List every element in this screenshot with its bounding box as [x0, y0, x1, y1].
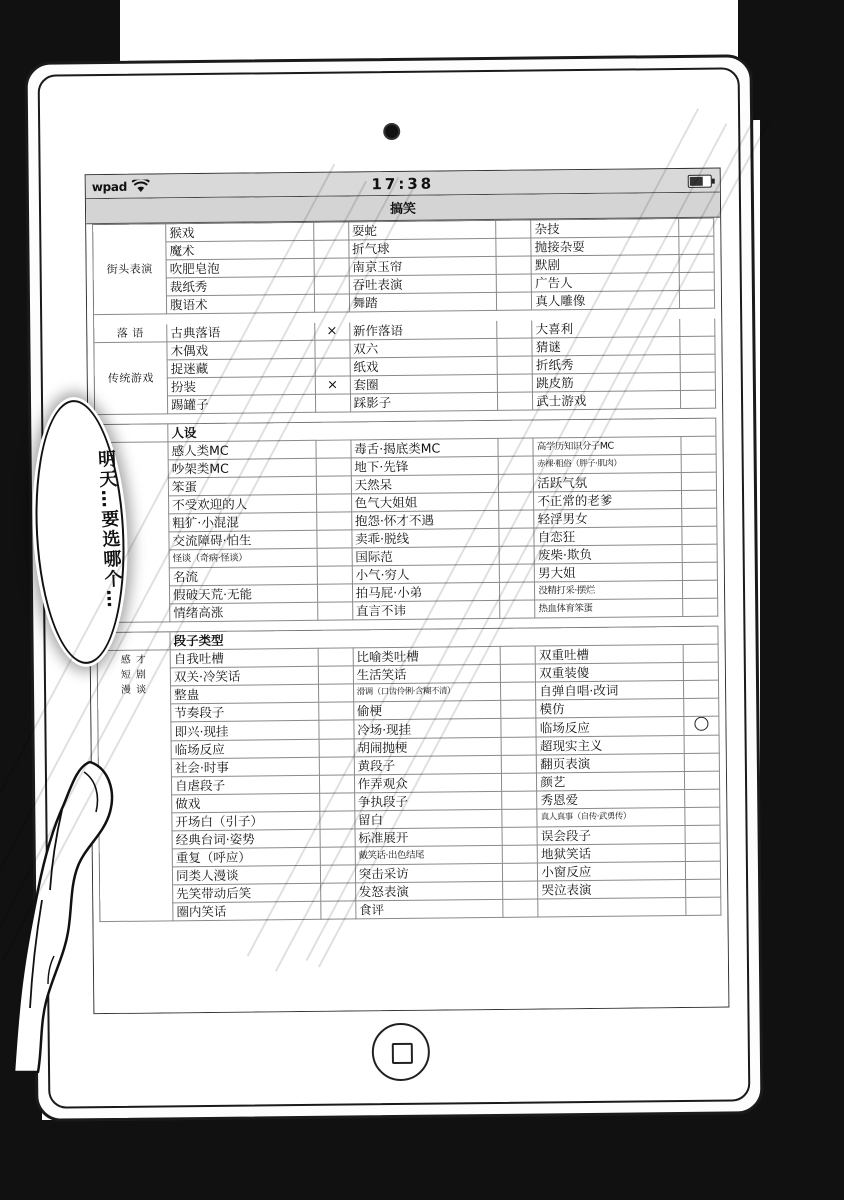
cell-item[interactable]: 先笑带动后笑 [173, 883, 321, 903]
cell-mark[interactable] [499, 546, 534, 564]
cell-item[interactable]: 自弹自唱·改词 [536, 680, 684, 700]
cell-mark[interactable] [680, 319, 715, 337]
cell-item[interactable]: 作弄观众 [354, 773, 502, 793]
cell-mark[interactable] [314, 258, 349, 276]
cell-item[interactable]: 节奏段子 [171, 702, 319, 722]
cell-item[interactable]: 超现实主义 [536, 735, 684, 755]
cell-item[interactable]: 滑调（口齿伶俐·含糊不清） [353, 682, 501, 702]
row-group-label: 传统游戏 [94, 342, 167, 415]
cell-item[interactable]: 扮装 [167, 376, 315, 396]
cell-mark[interactable] [685, 861, 720, 879]
cell-item[interactable]: 重复（呼应） [172, 847, 320, 867]
cell-item[interactable]: 怪谈（奇病·怪谈） [169, 548, 317, 568]
cell-item[interactable]: 热血体育笨蛋 [535, 598, 683, 618]
cell-item[interactable]: 自恋狂 [534, 526, 682, 546]
cell-item[interactable]: 纸戏 [350, 356, 498, 376]
cell-item[interactable]: 真人真事（自传·武勇传） [537, 807, 685, 827]
cell-item[interactable]: 情绪高涨 [170, 602, 318, 622]
hand-illustration [12, 750, 142, 1080]
cell-item[interactable]: 做戏 [172, 793, 320, 813]
cell-item[interactable]: 小窗反应 [538, 861, 686, 881]
cell-item[interactable]: 折气球 [349, 238, 497, 258]
cell-mark[interactable] [498, 374, 533, 392]
cell-mark[interactable] [501, 718, 536, 737]
cell-mark[interactable] [316, 440, 351, 458]
cell-mark[interactable] [317, 548, 352, 566]
cell-mark[interactable] [501, 737, 536, 755]
cell-item[interactable]: 戴笑话·出色结尾 [355, 845, 503, 865]
cell-item[interactable]: 自我吐槽 [170, 648, 318, 668]
cell-mark[interactable] [317, 602, 352, 620]
cell-item[interactable]: 偷梗 [353, 700, 501, 720]
tablet-screen[interactable] [85, 168, 730, 1015]
cell-item[interactable]: 大喜利 [532, 319, 680, 338]
table-persona [94, 418, 718, 624]
cell-mark[interactable] [685, 879, 720, 897]
cell-item[interactable]: 食评 [355, 899, 503, 919]
row-group-label: 落 语 [94, 324, 167, 342]
cell-mark[interactable] [498, 456, 533, 474]
cell-mark[interactable] [679, 219, 714, 237]
cell-mark[interactable] [683, 644, 718, 662]
cell-item[interactable]: 交流障碍·怕生 [169, 530, 317, 550]
row-group-label: 街头表演 [93, 224, 166, 314]
cell-mark[interactable] [684, 735, 719, 753]
cell-item[interactable]: 直言不讳 [352, 600, 500, 620]
cell-item[interactable]: 踢罐子 [168, 394, 316, 414]
cell-item[interactable]: 高学历知识分子MC [533, 436, 681, 456]
cell-mark[interactable] [682, 508, 717, 526]
cell-mark[interactable] [318, 684, 353, 702]
cell-mark[interactable] [500, 600, 535, 618]
cell-mark[interactable] [318, 666, 353, 684]
cell-item[interactable]: 折纸秀 [532, 354, 680, 374]
cell-item[interactable]: 木偶戏 [167, 340, 315, 360]
cell-item[interactable]: 猜谜 [532, 336, 680, 356]
cell-mark[interactable] [497, 356, 532, 374]
cell-mark[interactable] [316, 512, 351, 530]
cell-item[interactable]: 感人类MC [168, 440, 316, 460]
cell-mark[interactable] [501, 700, 536, 718]
home-button[interactable] [372, 1023, 431, 1082]
cell-item[interactable]: 不受欢迎的人 [169, 494, 317, 514]
cell-mark[interactable] [679, 272, 714, 290]
cell-mark[interactable] [496, 256, 531, 274]
cell-item[interactable]: 双关·冷笑话 [170, 666, 318, 686]
cell-item[interactable]: 吵架类MC [168, 458, 316, 478]
cell-mark[interactable] [318, 648, 353, 666]
cell-mark[interactable] [499, 474, 534, 492]
cell-mark[interactable] [499, 492, 534, 510]
cell-item[interactable]: 抱怨·怀才不遇 [351, 510, 499, 530]
cell-item[interactable]: 争执段子 [354, 791, 502, 811]
cell-item[interactable]: 广告人 [532, 272, 680, 292]
cell-item[interactable]: 开场白（引子） [172, 811, 320, 831]
cell-mark[interactable] [684, 771, 719, 789]
cell-item[interactable]: 套圈 [350, 374, 498, 394]
cell-mark[interactable] [319, 757, 354, 775]
cell-item[interactable]: 笨蛋 [168, 476, 316, 496]
page-title: 搞笑 [86, 193, 720, 225]
cell-mark[interactable] [682, 580, 717, 598]
cell-mark[interactable] [320, 829, 355, 847]
cell-mark[interactable] [497, 338, 532, 356]
cell-item[interactable]: 默剧 [531, 254, 679, 274]
cell-mark[interactable] [320, 883, 355, 901]
section-header-gag-types: 段子类型 [170, 627, 718, 650]
cell-mark[interactable] [319, 793, 354, 811]
cell-mark[interactable] [681, 472, 716, 490]
cell-mark[interactable] [501, 664, 536, 682]
cell-item[interactable]: 魔术 [166, 240, 314, 260]
cell-item[interactable]: 秀恩爱 [537, 789, 685, 809]
cell-item[interactable]: 临场反应 [171, 739, 319, 759]
cell-item[interactable]: 国际范 [352, 546, 500, 566]
cell-item[interactable]: 社会·时事 [171, 757, 319, 777]
battery-icon [688, 175, 712, 188]
speech-bubble-text: 明天…要选哪个… [94, 449, 125, 610]
cell-mark[interactable] [681, 490, 716, 508]
cell-mark[interactable] [680, 390, 715, 408]
cell-mark[interactable] [498, 438, 533, 456]
cell-item[interactable]: 废柴·欺负 [534, 544, 682, 564]
cell-mark[interactable] [316, 494, 351, 512]
cell-item[interactable]: 没精打采·摆烂 [535, 580, 683, 600]
cell-item[interactable]: 比喻类吐槽 [353, 646, 501, 666]
cell-item[interactable]: 误会段子 [537, 825, 685, 845]
cell-item[interactable]: 古典落语 [167, 323, 315, 342]
cell-mark[interactable] [315, 358, 350, 376]
cell-mark[interactable] [314, 294, 349, 312]
cell-mark[interactable] [319, 811, 354, 829]
cell-mark[interactable]: × [314, 322, 349, 340]
cell-item[interactable]: 轻浮男女 [534, 508, 682, 528]
cell-item[interactable]: 裁纸秀 [166, 276, 314, 296]
cell-item[interactable]: 卖乖·脱线 [352, 528, 500, 548]
cell-mark[interactable] [684, 698, 719, 716]
cell-item[interactable]: 翻页表演 [537, 753, 685, 773]
cell-mark[interactable] [313, 222, 348, 240]
cell-mark[interactable] [503, 899, 538, 917]
cell-mark[interactable] [497, 274, 532, 292]
cell-item[interactable]: 整蛊 [171, 684, 319, 704]
cell-mark[interactable] [685, 789, 720, 807]
cell-item[interactable]: 哭泣表演 [538, 879, 686, 899]
cell-mark[interactable] [679, 236, 714, 254]
cell-mark[interactable] [502, 827, 537, 845]
cell-mark[interactable] [320, 901, 355, 919]
cell-mark[interactable] [496, 238, 531, 256]
cell-item[interactable]: 同类人漫谈 [172, 865, 320, 885]
cell-mark[interactable] [314, 276, 349, 294]
section-header-persona: 人设 [168, 419, 716, 442]
cell-mark[interactable] [502, 809, 537, 827]
cell-item[interactable]: 抛接杂耍 [531, 236, 679, 256]
cell-item[interactable]: 武士游戏 [533, 390, 681, 410]
cell-item[interactable]: 吞吐表演 [349, 274, 497, 294]
cell-mark[interactable] [496, 221, 531, 239]
row-group-label-side: 感 才 短 剧 漫 谈 [98, 650, 173, 922]
cell-mark[interactable] [682, 544, 717, 562]
cell-mark[interactable] [316, 476, 351, 494]
cell-item[interactable]: 毒舌·揭底类MC [351, 438, 499, 458]
cell-item[interactable] [538, 897, 686, 917]
cell-item[interactable]: 活跃气氛 [534, 472, 682, 492]
cell-mark[interactable] [316, 458, 351, 476]
cell-mark[interactable] [502, 773, 537, 791]
cell-item[interactable]: 黄段子 [354, 755, 502, 775]
cell-mark[interactable] [679, 254, 714, 272]
cell-mark[interactable] [503, 863, 538, 881]
cell-mark[interactable] [685, 807, 720, 825]
cell-item[interactable]: 留白 [355, 809, 503, 829]
speech-bubble [29, 398, 131, 666]
cell-mark[interactable] [315, 340, 350, 358]
ink-area-right [760, 100, 844, 1200]
cell-item[interactable]: 耍蛇 [348, 221, 496, 240]
cell-mark[interactable] [320, 865, 355, 883]
cell-mark[interactable] [502, 791, 537, 809]
cell-mark[interactable] [681, 454, 716, 472]
cell-mark[interactable] [317, 584, 352, 602]
cell-item[interactable]: 男大姐 [535, 562, 683, 582]
cell-mark[interactable] [500, 646, 535, 664]
cell-mark[interactable] [320, 847, 355, 865]
cell-item[interactable]: 拍马屁·小弟 [352, 582, 500, 602]
cell-mark[interactable] [680, 336, 715, 354]
cell-mark[interactable] [319, 720, 354, 739]
cell-mark[interactable] [685, 843, 720, 861]
cell-item[interactable]: 假破天荒·无能 [170, 584, 318, 604]
cell-mark[interactable] [317, 566, 352, 584]
cell-item[interactable]: 天然呆 [351, 474, 499, 494]
table-gag-types [96, 626, 721, 922]
cell-mark[interactable] [502, 845, 537, 863]
cell-item[interactable]: 地下·先锋 [351, 456, 499, 476]
cell-item[interactable]: 地狱笑话 [537, 843, 685, 863]
cell-item[interactable]: 杂技 [531, 219, 679, 238]
cell-mark[interactable] [680, 354, 715, 372]
cell-item[interactable]: 色气大姐姐 [351, 492, 499, 512]
cell-mark[interactable] [686, 897, 721, 915]
cell-mark[interactable] [499, 510, 534, 528]
cell-item[interactable]: 经典台词·姿势 [172, 829, 320, 849]
cell-mark[interactable] [679, 290, 714, 308]
cell-mark[interactable] [683, 662, 718, 680]
cell-item[interactable]: 突击采访 [355, 863, 503, 883]
cell-item[interactable]: 真人雕像 [532, 290, 680, 310]
cell-item[interactable]: 冷场·现挂 [354, 718, 502, 739]
home-square-icon [392, 1043, 413, 1064]
cell-item[interactable]: 粗犷·小混混 [169, 512, 317, 532]
cell-mark[interactable] [682, 562, 717, 580]
cell-item[interactable]: 胡闹抛梗 [354, 737, 502, 757]
cell-mark[interactable] [498, 392, 533, 410]
cell-mark[interactable] [319, 739, 354, 757]
cell-mark[interactable] [497, 321, 532, 339]
cell-item[interactable]: 捉迷藏 [167, 358, 315, 378]
cell-mark[interactable] [317, 530, 352, 548]
cell-item[interactable]: 名流 [169, 566, 317, 586]
cell-mark[interactable] [682, 598, 717, 616]
cell-item[interactable]: 双六 [350, 338, 498, 358]
cell-item[interactable]: 生活笑话 [353, 664, 501, 684]
cell-mark[interactable] [502, 755, 537, 773]
cell-mark[interactable] [684, 753, 719, 771]
table-street-traditional [92, 218, 716, 416]
cell-mark[interactable] [680, 372, 715, 390]
cell-item[interactable]: 新作落语 [349, 321, 497, 340]
cell-item[interactable]: 不正常的老爹 [534, 490, 682, 510]
cell-item[interactable]: 临场反应 [536, 716, 684, 737]
cell-item[interactable]: 赤裸·粗俗（胖子·肌肉） [533, 454, 681, 474]
cell-mark[interactable] [319, 775, 354, 793]
cell-item[interactable]: 舞踏 [349, 292, 497, 312]
cell-mark[interactable] [681, 436, 716, 454]
app-content [86, 193, 729, 1015]
cell-mark[interactable] [497, 292, 532, 310]
cell-mark[interactable] [501, 682, 536, 700]
status-clock: 17:38 [371, 174, 435, 193]
cell-item[interactable]: 南京玉帘 [349, 256, 497, 276]
cell-mark[interactable] [500, 582, 535, 600]
cell-mark[interactable] [503, 881, 538, 899]
cell-item[interactable]: 腹语术 [166, 294, 314, 314]
cell-item[interactable]: 发怒表演 [355, 881, 503, 901]
cell-item[interactable]: 标准展开 [355, 827, 503, 847]
cell-item[interactable]: 猴戏 [166, 223, 314, 242]
cell-mark[interactable]: × [315, 376, 350, 394]
cell-item[interactable]: 即兴·现挂 [171, 720, 319, 741]
cell-item[interactable]: 颜艺 [537, 771, 685, 791]
cell-mark[interactable] [685, 825, 720, 843]
cell-mark[interactable] [318, 702, 353, 720]
cell-item[interactable]: 双重吐槽 [535, 644, 683, 664]
cell-item[interactable]: 双重装傻 [536, 662, 684, 682]
cell-mark[interactable] [314, 240, 349, 258]
carrier-label: wpad [91, 179, 128, 194]
cell-item[interactable]: 跳皮筋 [533, 372, 681, 392]
cell-mark[interactable] [683, 680, 718, 698]
cell-item[interactable]: 踩影子 [350, 392, 498, 412]
cell-mark[interactable] [682, 526, 717, 544]
front-camera-icon [383, 123, 400, 140]
cell-item[interactable]: 圈内笑话 [173, 901, 321, 921]
cell-item[interactable]: 自虐段子 [172, 775, 320, 795]
cell-mark-selected[interactable] [684, 716, 719, 735]
selected-circle-icon [694, 717, 708, 731]
cell-item[interactable]: 吹肥皂泡 [166, 258, 314, 278]
cell-item[interactable]: 模仿 [536, 698, 684, 718]
cell-mark[interactable] [315, 394, 350, 412]
cell-mark[interactable] [499, 528, 534, 546]
cell-item[interactable]: 小气·穷人 [352, 564, 500, 584]
cell-mark[interactable] [500, 564, 535, 582]
